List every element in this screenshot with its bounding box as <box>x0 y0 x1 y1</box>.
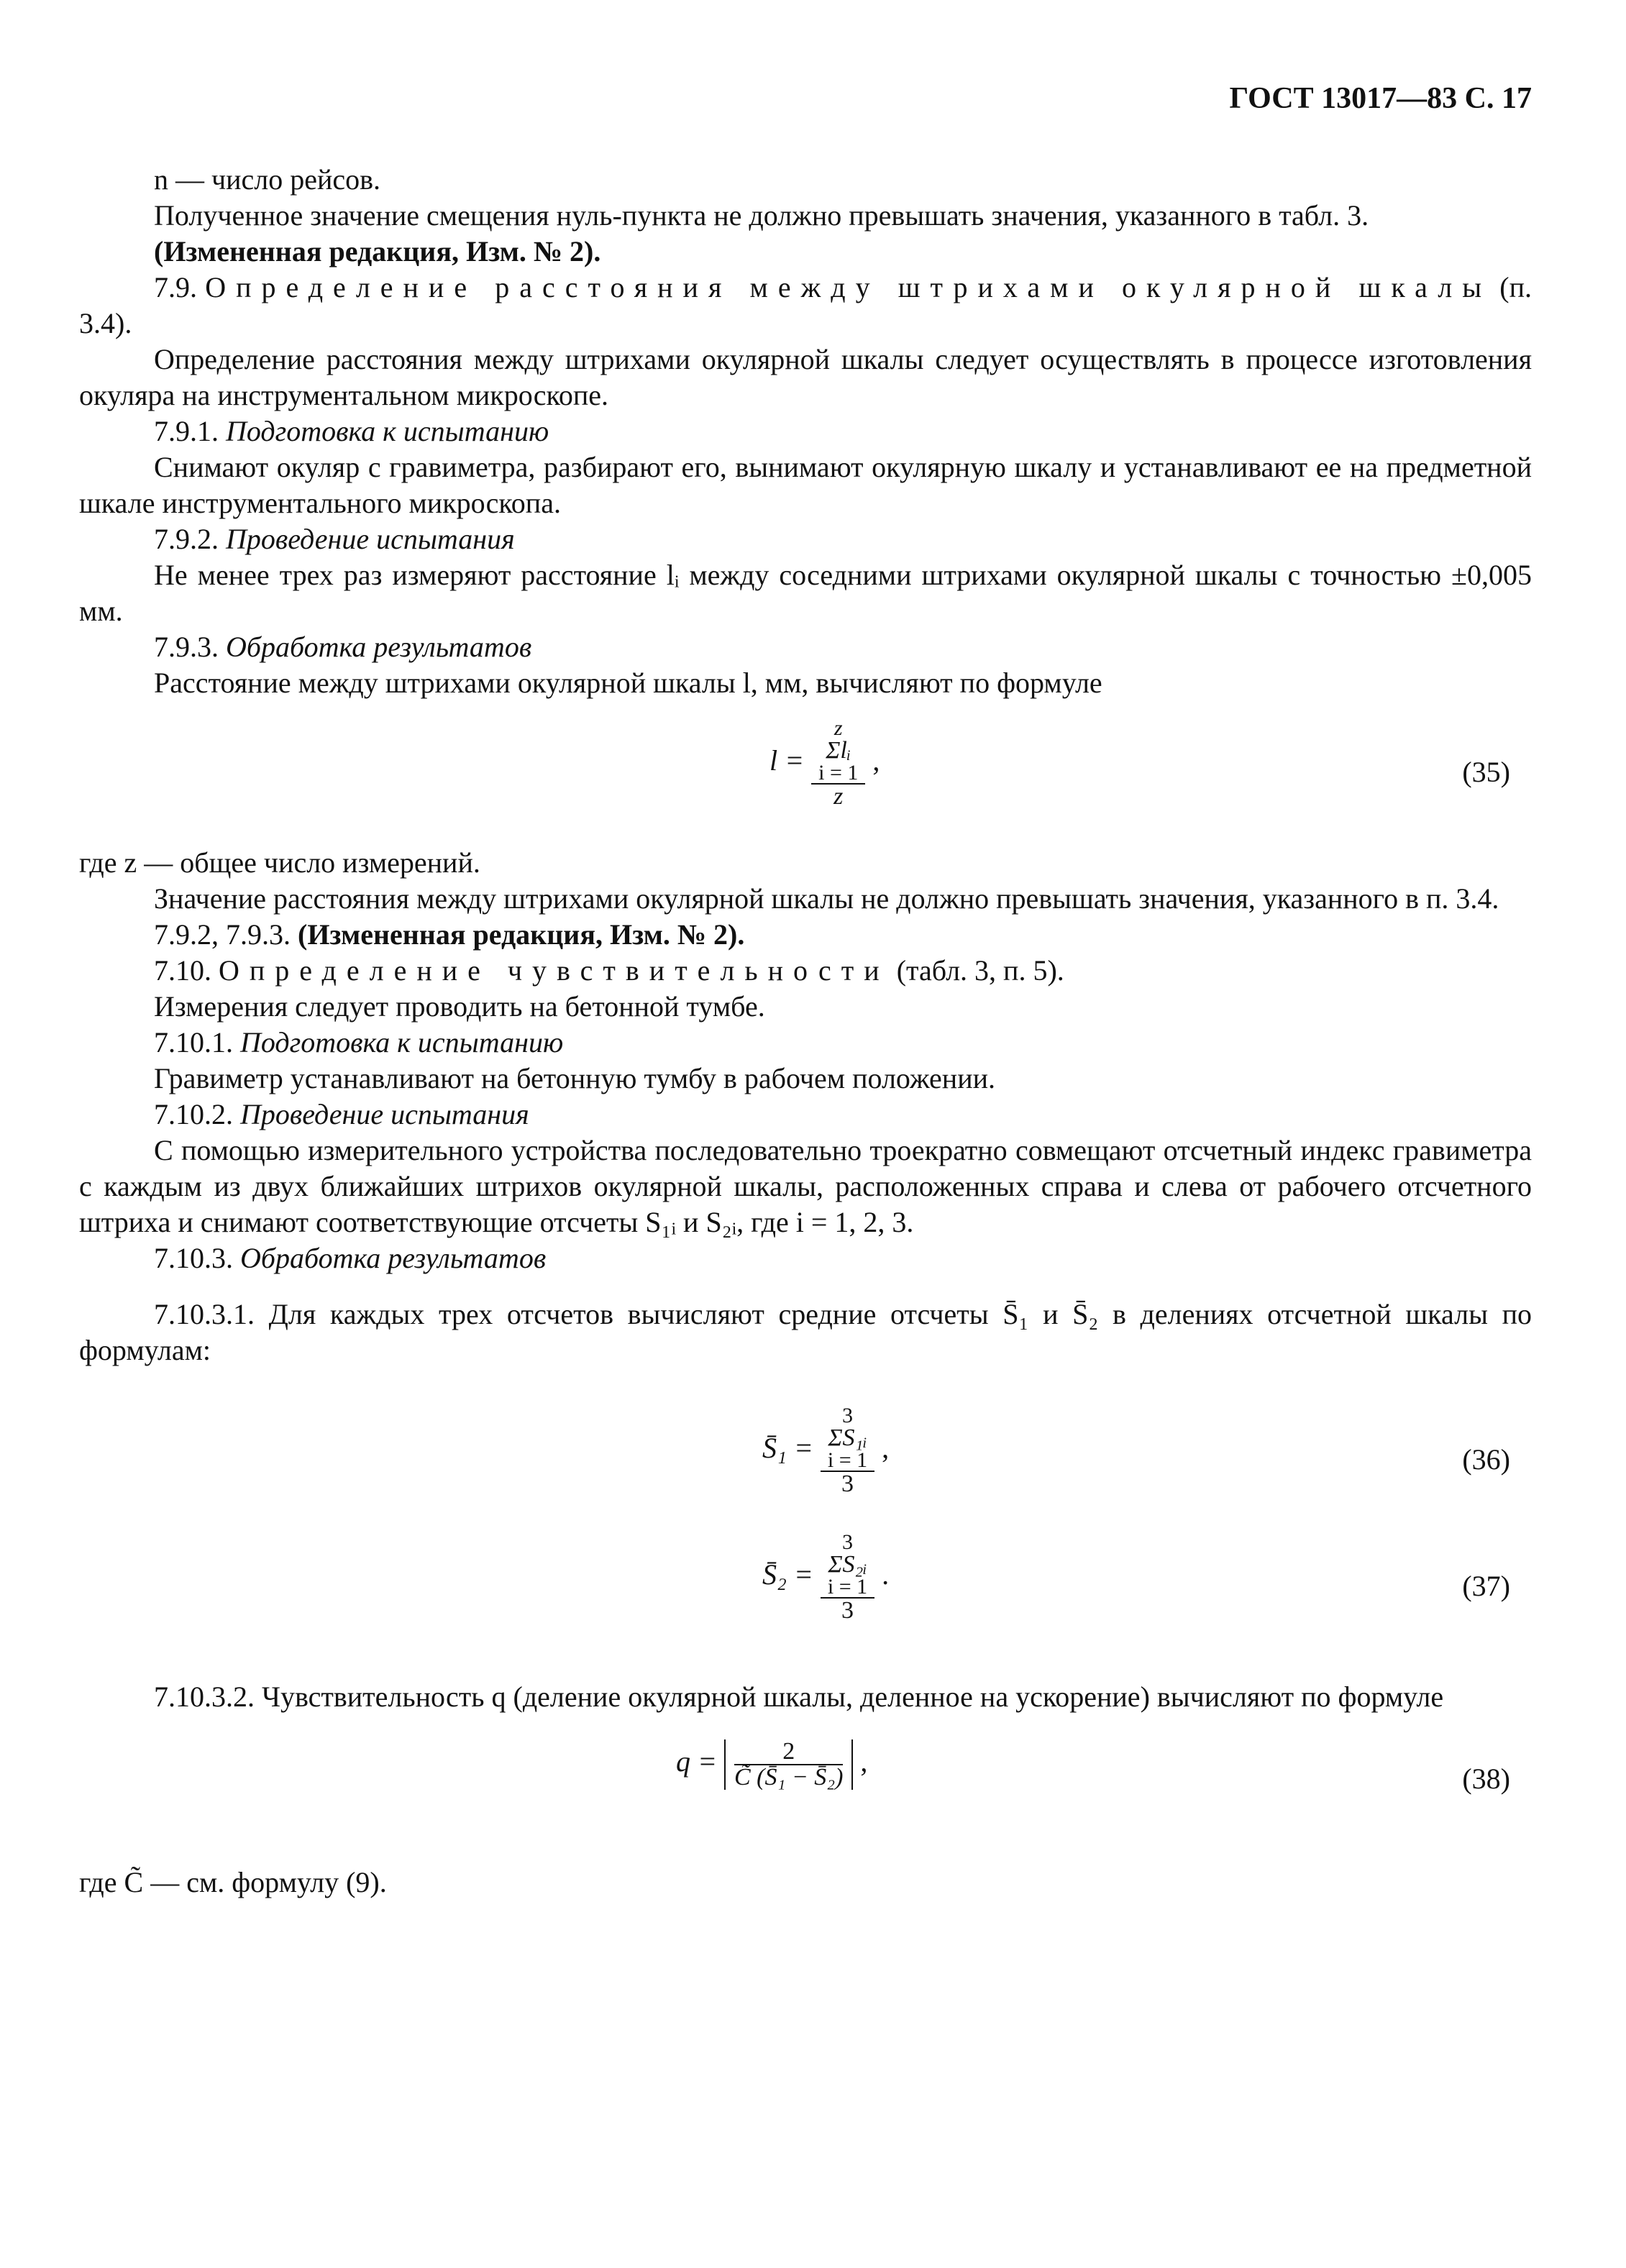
paragraph: Расстояние между штрихами окулярной шкалы l, мм, вычисляют по формуле <box>154 667 1102 699</box>
section-heading-7-10: 7.10. Определение чувствительности (табл. 3, п. 5). <box>154 954 1064 987</box>
equation-number: (36) <box>1462 1443 1510 1476</box>
paragraph: n — число рейсов. <box>154 163 381 196</box>
paragraph: Определение расстояния между штрихами окулярной шкалы следует осуществлять в процессе изготовления окуляра на инструментальном микроскопе. <box>79 343 1532 411</box>
paragraph: Измерения следует проводить на бетонной тумбе. <box>154 990 765 1023</box>
subsection-heading: 7.10.3. Обработка результатов <box>154 1242 547 1274</box>
equation-number: (38) <box>1462 1762 1510 1795</box>
paragraph: Снимают окуляр с гравиметра, разбирают его, вынимают окулярную шкалу и устанавливают ее на предметной шкале инструментального микроскопа. <box>79 451 1532 519</box>
paragraph: Полученное значение смещения нуль-пункта не должно превышать значения, указанного в табл. 3. <box>154 199 1369 232</box>
amendment-note: (Измененная редакция, Изм. № 2). <box>154 235 601 268</box>
equation-number: (35) <box>1462 756 1510 788</box>
paragraph: 7.10.3.1. Для каждых трех отсчетов вычисляют средние отсчеты S̄₁ и S̄₂ в делениях отсчетной шкалы по формулам: <box>79 1298 1532 1366</box>
subsection-heading: 7.10.2. Проведение испытания <box>154 1098 529 1130</box>
paragraph: где z — общее число измерений. <box>79 846 480 879</box>
section-heading-7-9: 7.9. Определение расстояния между штрихами окулярной шкалы (п. 3.4). <box>79 271 1533 339</box>
paragraph: Гравиметр устанавливают на бетонную тумбу в рабочем положении. <box>154 1062 996 1094</box>
paragraph: 7.10.3.2. Чувствительность q (деление окулярной шкалы, деленное на ускорение) вычисляют по формуле <box>154 1681 1444 1713</box>
document-body <box>79 162 1532 1901</box>
paragraph: С помощью измерительного устройства последовательно троекратно совмещают отсчетный индекс гравиметра с каждым из двух ближайших штрихов окулярной шкалы, расположенных справа и слева от рабочего отсчетного штриха и снимают соответствующие отсчеты S₁ᵢ и S₂ᵢ, где i = 1, 2, 3. <box>79 1134 1532 1238</box>
amendment-note: 7.9.2, 7.9.3. (Измененная редакция, Изм. № 2). <box>154 918 745 951</box>
formula-38: q = $\frac{2}{\text{C̃ (S̄₁ − S̄₂)}}$ , (38) <box>79 1732 1532 1826</box>
subsection-heading: 7.9.1. Подготовка к испытанию <box>154 415 549 447</box>
formula-35: l = z Σlᵢ i = 1 z , (35) <box>769 716 1510 810</box>
subsection-heading: 7.10.1. Подготовка к испытанию <box>154 1026 564 1058</box>
formula-37: S̄₂ = 3 ΣS₂ᵢ i = 1 3 . (37) <box>762 1530 1510 1624</box>
paragraph: Не менее трех раз измеряют расстояние lᵢ между соседними штрихами окулярной шкалы с точностью ±0,005 мм. <box>79 559 1532 627</box>
subsection-heading: 7.9.3. Обработка результатов <box>154 631 532 663</box>
paragraph: где C̃ — см. формулу (9). <box>79 1866 387 1898</box>
subsection-heading: 7.9.2. Проведение испытания <box>154 523 515 555</box>
equation-number: (37) <box>1462 1570 1510 1602</box>
formula-36: S̄₁ = 3 ΣS₁ᵢ i = 1 3 , (36) <box>762 1404 1510 1497</box>
paragraph: Значение расстояния между штрихами окулярной шкалы не должно превышать значения, указанного в п. 3.4. <box>154 882 1499 915</box>
running-head: ГОСТ 13017—83 С. 17 <box>1229 82 1532 115</box>
